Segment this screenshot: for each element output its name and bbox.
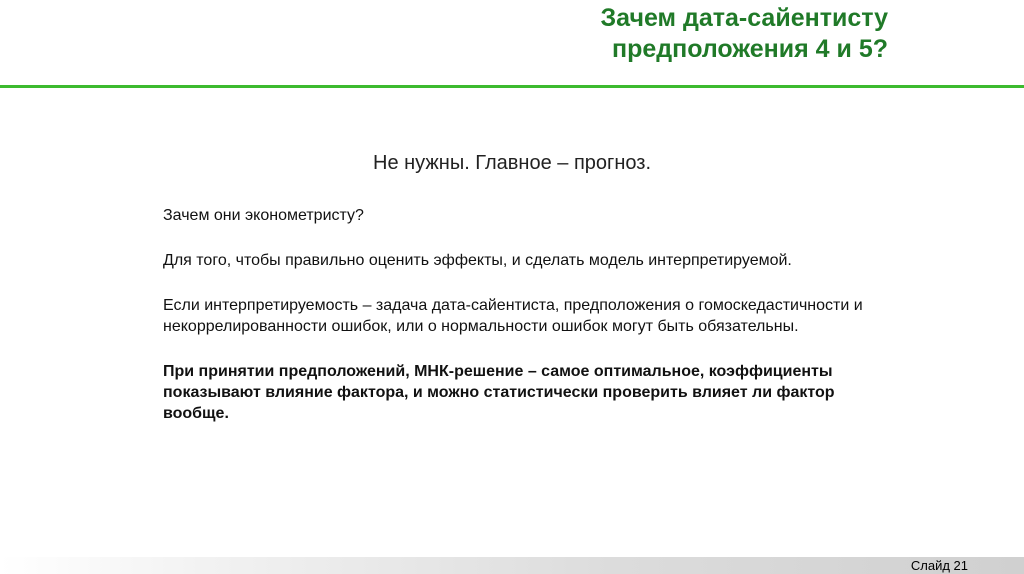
- body-paragraph-question: Зачем они эконометристу?: [163, 207, 364, 224]
- slide-title-line-2: предположения 4 и 5?: [611, 35, 888, 63]
- slide-body: [163, 205, 863, 424]
- body-paragraph-ols-conclusion: При принятии предположений, МНК-решение – самое оптимальное, коэффициенты показывают влияние фактора, и можно статистически проверить влияет ли фактор вообще.: [163, 363, 835, 422]
- slide-title: [601, 0, 889, 65]
- body-paragraph-purpose: Для того, чтобы правильно оценить эффекты, и сделать модель интерпретируемой.: [163, 252, 792, 269]
- title-divider: [0, 85, 1024, 88]
- slide-title-line-1: Зачем дата-сайентисту: [600, 4, 888, 32]
- slide-number: Слайд 21: [910, 558, 968, 573]
- footer-bar: [0, 557, 1024, 574]
- body-paragraph-interpretability: Если интерпретируемость – задача дата-сайентиста, предположения о гомоскедастичности и некоррелированности ошибок, или о нормальности ошибок могут быть обязательны.: [163, 297, 863, 335]
- slide-subtitle: Не нужны. Главное – прогноз.: [373, 152, 651, 174]
